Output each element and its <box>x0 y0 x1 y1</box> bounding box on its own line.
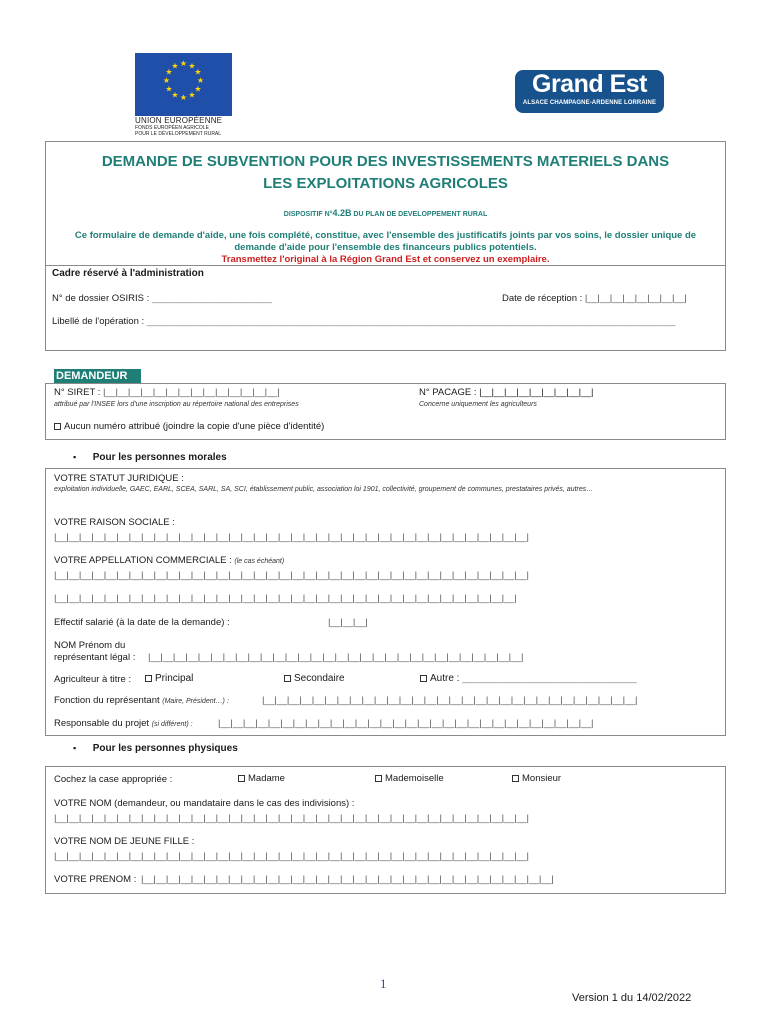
secondaire-option[interactable] <box>284 673 345 684</box>
fonction-boxes[interactable]: |__|__|__|__|__|__|__|__|__|__|__|__|__|__|__|__|__|__|__|__|__|__|__|__|__|__|__|__|__|__| <box>262 695 638 706</box>
admin-separator <box>45 265 726 266</box>
version-label: Version 1 du 14/02/2022 <box>572 992 692 1004</box>
appellation-commerciale-label-group <box>54 555 284 566</box>
grand-est-logo <box>515 70 664 113</box>
svg-text:★: ★ <box>171 90 179 100</box>
pacage-note: Concerne uniquement les agriculteurs <box>419 401 537 408</box>
representant-label <box>54 640 135 664</box>
madame-option[interactable] <box>238 773 285 784</box>
pacage-label: N° PACAGE : <box>419 387 477 398</box>
secondaire-label: Secondaire <box>294 673 345 684</box>
prenom-boxes[interactable]: |__|__|__|__|__|__|__|__|__|__|__|__|__|__|__|__|__|__|__|__|__|__|__|__|__|__|__|__|__|__|__|__|__| <box>141 874 554 885</box>
svg-text:★: ★ <box>162 76 171 85</box>
svg-text:★: ★ <box>188 61 196 71</box>
fonction-field <box>54 695 229 706</box>
morales-title: Pour les personnes morales <box>92 452 227 463</box>
osiris-dossier-field[interactable] <box>52 293 272 304</box>
svg-text:★: ★ <box>194 84 202 94</box>
aucun-numero-label: Aucun numéro attribué (joindre la copie d'une pièce d'identité) <box>64 421 325 432</box>
votre-nom-label: VOTRE NOM (demandeur, ou mandataire dans le cas des indivisions) : <box>54 798 355 809</box>
physiques-title: Pour les personnes physiques <box>92 743 238 754</box>
responsable-boxes[interactable]: |__|__|__|__|__|__|__|__|__|__|__|__|__|__|__|__|__|__|__|__|__|__|__|__|__|__|__|__|__|__| <box>218 718 594 729</box>
appellation-boxes-1[interactable]: |__|__|__|__|__|__|__|__|__|__|__|__|__|__|__|__|__|__|__|__|__|__|__|__|__|__|__|__|__|__|__|__|__|__|__|__|__|__| <box>54 570 529 581</box>
demandeur-section-tag: DEMANDEUR <box>54 369 141 383</box>
libelle-operation-field[interactable] <box>52 316 717 327</box>
eu-logo-line1: UNION EUROPÉENNE <box>135 116 223 125</box>
svg-text:★: ★ <box>165 67 173 77</box>
fonction-label: Fonction du représentant <box>54 695 160 706</box>
eu-logo-line3: POUR LE DÉVELOPPEMENT RURAL <box>135 131 222 137</box>
svg-text:★: ★ <box>179 93 188 102</box>
statut-juridique-note: exploitation individuelle, GAEC, EARL, SCEA, SARL, SA, SCI, établissement public, association loi 1901, collectivité, groupement de communes, prestataires privés, autres… <box>54 486 594 493</box>
grand-est-logo-subtitle: ALSACE CHAMPAGNE-ARDENNE LORRAINE <box>522 100 657 106</box>
date-reception-boxes: |__|__|__|__|__|__|__|__| <box>584 293 687 304</box>
pacage-field[interactable] <box>419 387 593 398</box>
monsieur-option[interactable] <box>512 773 561 784</box>
aucun-numero-checkbox[interactable] <box>54 423 61 430</box>
siret-boxes: |__|__|__|__|__|__|__|__|__|__|__|__|__|__| <box>103 387 280 398</box>
appellation-boxes-2[interactable]: |__|__|__|__|__|__|__|__|__|__|__|__|__|__|__|__|__|__|__|__|__|__|__|__|__|__|__|__|__|__|__|__|__|__|__|__|__| <box>54 593 517 604</box>
osiris-label: N° de dossier OSIRIS : <box>52 293 150 304</box>
morales-heading <box>73 452 227 463</box>
effectif-label: Effectif salarié (à la date de la demande) : <box>54 617 230 628</box>
fonction-note: (Maire, Président…) : <box>162 698 229 705</box>
cochez-label: Cochez la case appropriée : <box>54 774 173 785</box>
grand-est-logo-name: Grand Est <box>532 70 647 98</box>
mademoiselle-label: Mademoiselle <box>385 773 444 784</box>
madame-label: Madame <box>248 773 285 784</box>
intro-warning: Transmettez l'original à la Région Grand Est et conservez un exemplaire. <box>221 254 550 265</box>
autre-checkbox[interactable] <box>420 675 427 682</box>
svg-text:★: ★ <box>165 84 173 94</box>
secondaire-checkbox[interactable] <box>284 675 291 682</box>
responsable-label: Responsable du projet <box>54 718 150 729</box>
physiques-bullet: ▪ <box>73 743 77 753</box>
madame-checkbox[interactable] <box>238 775 245 782</box>
raison-sociale-label: VOTRE RAISON SOCIALE : <box>54 517 175 528</box>
monsieur-checkbox[interactable] <box>512 775 519 782</box>
osiris-line: ________________________ <box>151 293 272 304</box>
autre-label: Autre : <box>430 673 460 684</box>
autre-option[interactable] <box>420 673 636 684</box>
siret-note: attribué par l'INSEE lors d'une inscription au répertoire national des entreprises <box>54 401 299 408</box>
libelle-label: Libellé de l'opération : <box>52 316 145 327</box>
responsable-field <box>54 718 193 729</box>
date-reception-field[interactable] <box>502 293 687 304</box>
siret-field[interactable] <box>54 387 279 398</box>
mademoiselle-option[interactable] <box>375 773 444 784</box>
morales-bullet: ▪ <box>73 452 77 462</box>
eu-logo-line2: FONDS EUROPÉEN AGRICOLE <box>135 124 209 131</box>
jeune-fille-label: VOTRE NOM DE JEUNE FILLE : <box>54 836 195 847</box>
svg-text:★: ★ <box>171 61 179 71</box>
responsable-note: (si différent) : <box>151 721 193 728</box>
mademoiselle-checkbox[interactable] <box>375 775 382 782</box>
appellation-note: (le cas échéant) <box>234 558 285 565</box>
svg-text:★: ★ <box>179 59 188 68</box>
representant-label-line2: représentant légal : <box>54 652 136 663</box>
eu-stars-icon <box>135 53 232 116</box>
siret-label: N° SIRET : <box>54 387 101 398</box>
date-reception-label: Date de réception : <box>502 293 583 304</box>
effectif-boxes[interactable]: |__|__|__| <box>328 617 368 628</box>
dispositif-prefix: DISPOSITIF N° <box>283 211 333 218</box>
aucun-numero-option[interactable] <box>54 421 324 432</box>
principal-label: Principal <box>155 673 194 684</box>
libelle-line: __________________________________________________________________________________________________________ <box>146 316 676 327</box>
representant-boxes[interactable]: |__|__|__|__|__|__|__|__|__|__|__|__|__|__|__|__|__|__|__|__|__|__|__|__|__|__|__|__|__|__| <box>148 652 524 663</box>
pacage-boxes: |__|__|__|__|__|__|__|__|__| <box>479 387 594 398</box>
eu-logo-text <box>135 118 245 138</box>
admin-section-title: Cadre réservé à l'administration <box>52 268 204 279</box>
statut-juridique-label: VOTRE STATUT JURIDIQUE : <box>54 473 184 484</box>
autre-line: _____________________________________ <box>462 673 637 683</box>
dispositif-suffix: DU PLAN DE DEVELOPPEMENT RURAL <box>351 211 488 218</box>
svg-text:★: ★ <box>188 90 196 100</box>
representant-label-line1: NOM Prénom du <box>54 640 126 651</box>
svg-text:★: ★ <box>194 67 202 77</box>
jeune-fille-boxes[interactable]: |__|__|__|__|__|__|__|__|__|__|__|__|__|__|__|__|__|__|__|__|__|__|__|__|__|__|__|__|__|__|__|__|__|__|__|__|__|__| <box>54 851 529 862</box>
eu-flag-logo <box>135 53 232 116</box>
form-title-line1: DEMANDE DE SUBVENTION POUR DES INVESTISSEMENTS MATERIELS DANS <box>101 153 670 170</box>
dispositif-number: 4.2B <box>332 208 352 218</box>
intro-text: Ce formulaire de demande d'aide, une fois complété, constitue, avec l'ensemble des justificatifs joints par vos soins, le dossier unique de demande d'aide pour l'ensemble des financeurs publics potentiels. <box>74 230 697 253</box>
svg-text:★: ★ <box>196 76 205 85</box>
monsieur-label: Monsieur <box>522 773 562 784</box>
page-number: 1 <box>380 976 387 991</box>
agriculteur-label: Agriculteur à titre : <box>54 674 132 685</box>
prenom-label: VOTRE PRENOM : <box>54 874 137 885</box>
physiques-heading <box>73 743 238 754</box>
form-title <box>45 151 726 195</box>
appellation-label: VOTRE APPELLATION COMMERCIALE : <box>54 555 232 566</box>
dispositif-line <box>45 208 726 218</box>
principal-option[interactable] <box>145 673 193 684</box>
raison-sociale-boxes[interactable]: |__|__|__|__|__|__|__|__|__|__|__|__|__|__|__|__|__|__|__|__|__|__|__|__|__|__|__|__|__|__|__|__|__|__|__|__|__|__| <box>54 532 529 543</box>
form-title-line2: LES EXPLOITATIONS AGRICOLES <box>263 175 508 192</box>
principal-checkbox[interactable] <box>145 675 152 682</box>
votre-nom-boxes[interactable]: |__|__|__|__|__|__|__|__|__|__|__|__|__|__|__|__|__|__|__|__|__|__|__|__|__|__|__|__|__|__|__|__|__|__|__|__|__|__| <box>54 813 529 824</box>
